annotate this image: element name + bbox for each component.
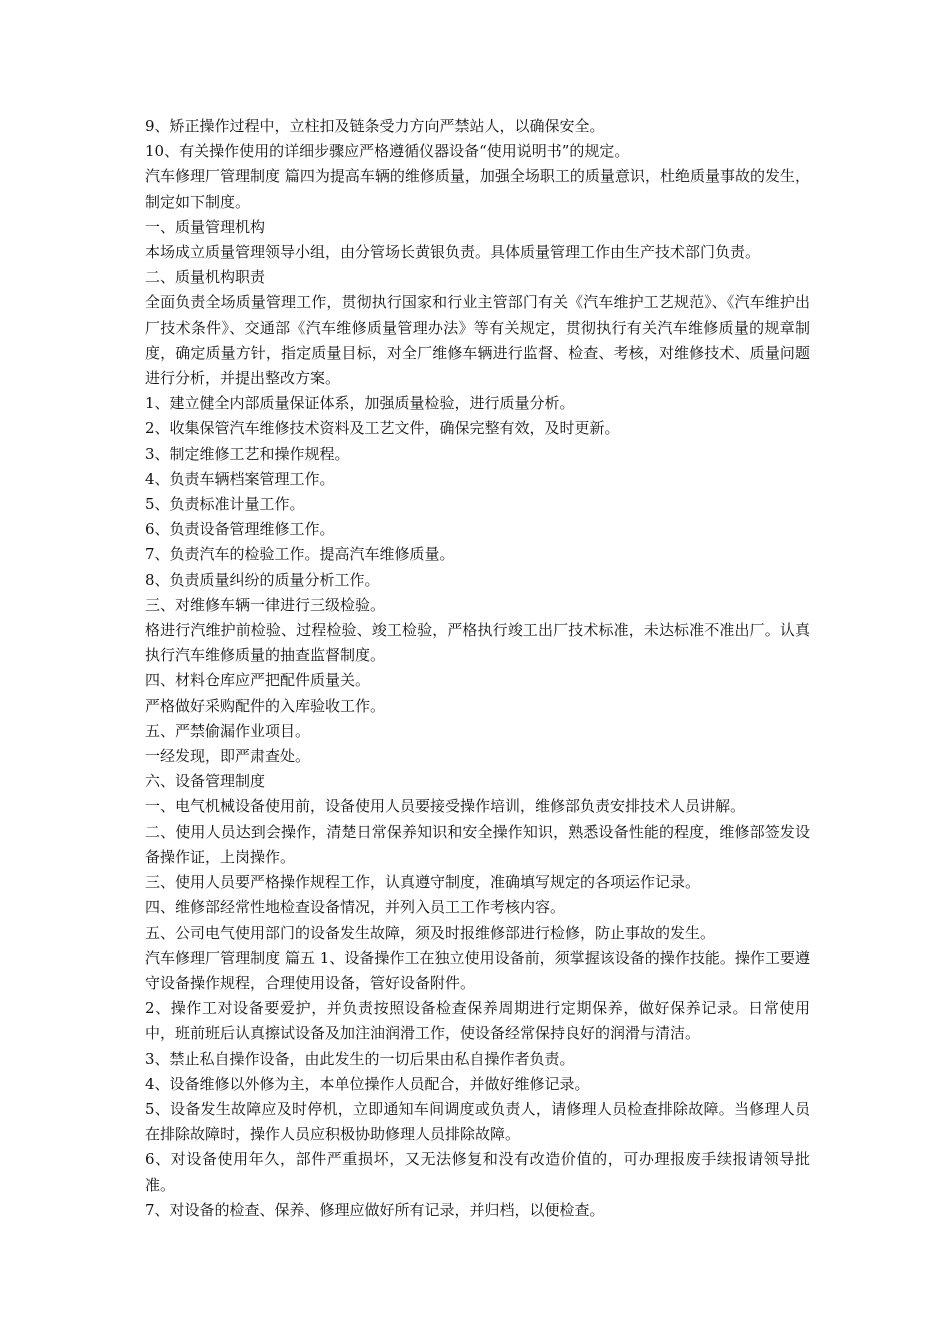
paragraph: 本场成立质量管理领导小组，由分管场长黄银负责。具体质量管理工作由生产技术部门负责。 <box>145 243 761 262</box>
list-item: 3、制定维修工艺和操作规程。 <box>145 444 350 463</box>
list-item: 8、负责质量纠纷的质量分析工作。 <box>145 570 380 589</box>
paragraph: 一经发现，即严肃查处。 <box>145 747 311 766</box>
paragraph: 9、矫正操作过程中，立柱扣及链条受力方向严禁站人，以确保安全。 <box>145 117 605 135</box>
list-item: 1、建立健全内部质量保证体系，加强质量检验，进行质量分析。 <box>145 394 575 413</box>
list-item: 四、维修部经常性地检查设备情况，并列入员工工作考核内容。 <box>145 898 566 917</box>
list-item: 6、对设备使用年久，部件严重损坏，又无法修复和没有改造价值的，可办理报废手续报请领导批准。 <box>145 1150 810 1194</box>
list-item: 7、负责汽车的检验工作。提高汽车维修质量。 <box>145 545 455 564</box>
section-heading: 四、材料仓库应严把配件质量关。 <box>145 671 371 690</box>
document-body <box>145 114 810 1223</box>
list-item: 五、公司电气使用部门的设备发生故障，须及时报维修部进行检修，防止事故的发生。 <box>145 923 716 942</box>
paragraph: 全面负责全场质量管理工作，贯彻执行国家和行业主管部门有关《汽车维护工艺规范》、《汽车维护出厂技术条件》、交通部《汽车维修质量管理办法》等有关规定，贯彻执行有关汽车维修质量的规章制度，确定质量方针，指定质量目标，对全厂维修车辆进行监督、检查、考核，对维修技术、质量问题进行分析，并提出整改方案。 <box>145 293 810 388</box>
section-heading: 一、质量管理机构 <box>145 217 266 236</box>
list-item: 二、使用人员达到会操作，清楚日常保养知识和安全操作知识，熟悉设备性能的程度，维修部签发设备操作证，上岗操作。 <box>145 822 810 866</box>
list-item: 2、操作工对设备要爱护，并负责按照设备检查保养周期进行定期保养，做好保养记录。日常使用中，班前班后认真擦试设备及加注油润滑工作，使设备经常保持良好的润滑与清洁。 <box>145 999 810 1043</box>
list-item: 2、收集保管汽车维修技术资料及工艺文件，确保完整有效，及时更新。 <box>145 419 620 438</box>
section-heading: 五、严禁偷漏作业项目。 <box>145 721 311 740</box>
list-item: 5、负责标准计量工作。 <box>145 495 305 514</box>
list-item: 7、对设备的检查、保养、修理应做好所有记录，并归档，以便检查。 <box>145 1200 605 1219</box>
paragraph: 严格做好采购配件的入库验收工作。 <box>145 696 386 715</box>
section-heading: 三、对维修车辆一律进行三级检验。 <box>145 595 386 614</box>
list-item: 3、禁止私自操作设备，由此发生的一切后果由私自操作者负责。 <box>145 1049 575 1068</box>
list-item: 4、负责车辆档案管理工作。 <box>145 469 335 488</box>
list-item: 6、负责设备管理维修工作。 <box>145 520 335 539</box>
section-heading: 六、设备管理制度 <box>145 772 266 791</box>
list-item: 三、使用人员要严格操作规程工作，认真遵守制度，准确填写规定的各项运作记录。 <box>145 873 701 892</box>
paragraph: 汽车修理厂管理制度 篇四为提高车辆的维修质量，加强全场职工的质量意识，杜绝质量事故的发生，制定如下制度。 <box>145 167 810 211</box>
paragraph: 汽车修理厂管理制度 篇五 1、设备操作工在独立使用设备前，须掌握该设备的操作技能。操作工要遵守设备操作规程，合理使用设备，管好设备附件。 <box>145 948 810 992</box>
list-item: 4、设备维修以外修为主，本单位操作人员配合，并做好维修记录。 <box>145 1074 590 1093</box>
section-heading: 二、质量机构职责 <box>145 268 266 287</box>
paragraph: 格进行汽维护前检验、过程检验、竣工检验，严格执行竣工出厂技术标准，未达标准不准出厂。认真执行汽车维修质量的抽查监督制度。 <box>145 621 810 665</box>
paragraph: 10、有关操作使用的详细步骤应严格遵循仪器设备“使用说明书”的规定。 <box>145 142 630 161</box>
list-item: 5、设备发生故障应及时停机，立即通知车间调度或负责人，请修理人员检查排除故障。当修理人员在排除故障时，操作人员应积极协助修理人员排除故障。 <box>145 1099 810 1144</box>
list-item: 一、电气机械设备使用前，设备使用人员要接受操作培训，维修部负责安排技术人员讲解。 <box>145 797 746 816</box>
